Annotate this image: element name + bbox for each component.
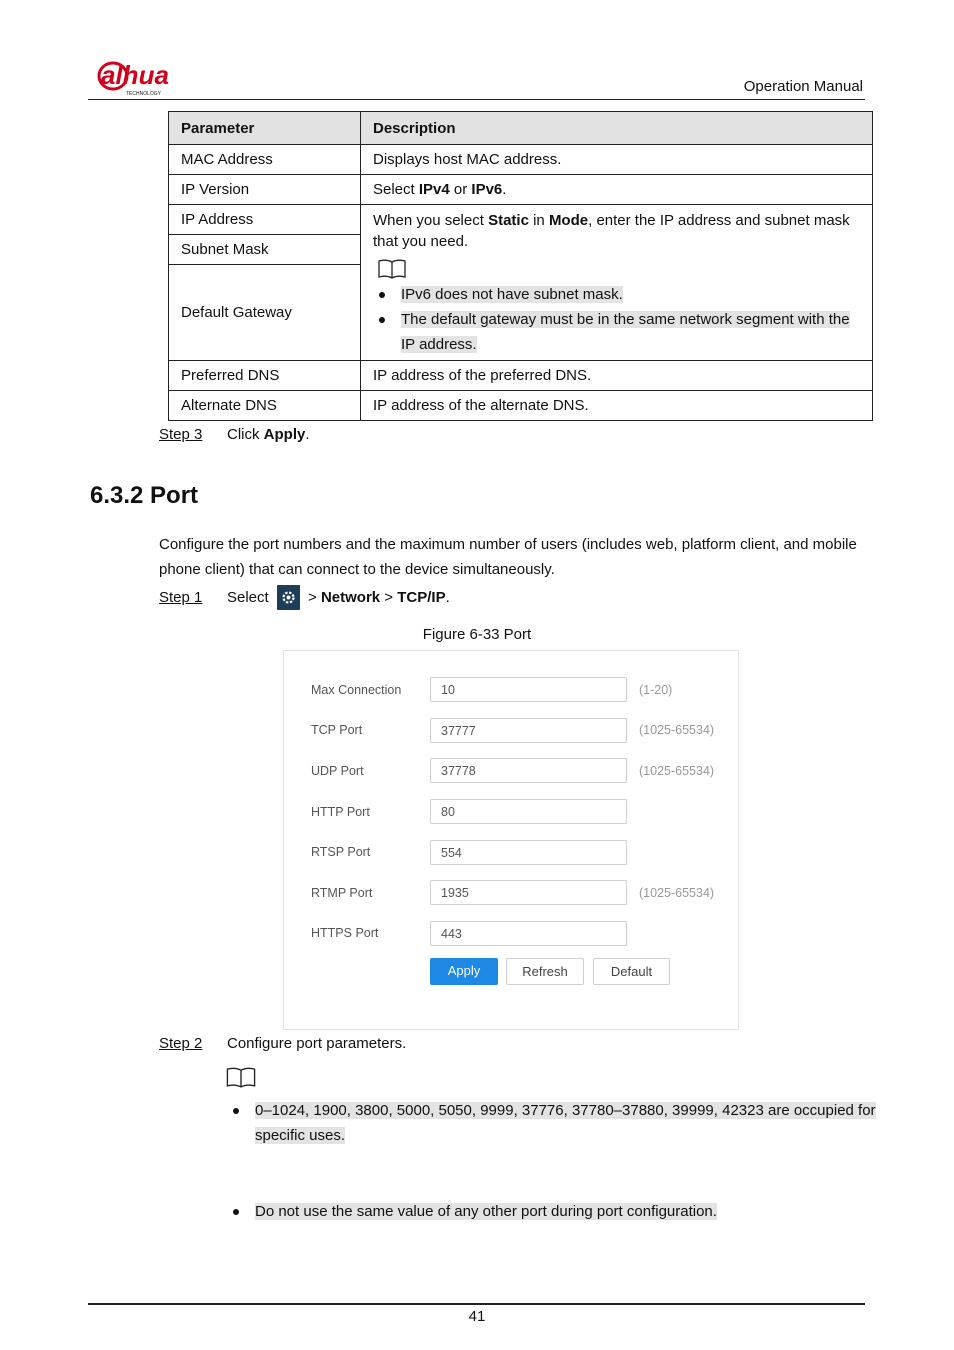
desc-cell: Displays host MAC address. bbox=[361, 145, 873, 175]
book-note-icon bbox=[225, 1066, 257, 1089]
tcp-port-label: TCP Port bbox=[311, 723, 363, 737]
intro-paragraph: Configure the port numbers and the maximum number of users (includes web, platform client, and mobile phone client) that can connect to the device simultaneously. bbox=[159, 536, 857, 578]
param-cell: Subnet Mask bbox=[169, 235, 361, 265]
step-3-text bbox=[227, 426, 310, 443]
http-port-input[interactable]: 80 bbox=[430, 799, 627, 824]
max-connection-hint: (1-20) bbox=[639, 683, 673, 697]
step-text: . bbox=[445, 589, 450, 606]
port-note-bullet bbox=[227, 1098, 895, 1148]
table-row bbox=[169, 361, 873, 391]
desc-bold: Mode bbox=[548, 212, 589, 229]
default-button[interactable]: Default bbox=[593, 958, 670, 985]
page-number: 41 bbox=[468, 1308, 486, 1325]
note-text: Do not use the same value of any other port during port configuration. bbox=[255, 1203, 717, 1220]
table-row bbox=[169, 205, 873, 235]
step-1-select-text: Select bbox=[227, 589, 269, 606]
rtmp-port-label: RTMP Port bbox=[311, 886, 373, 900]
desc-text: or bbox=[449, 181, 472, 198]
param-cell: Alternate DNS bbox=[169, 391, 361, 421]
note-text: IPv6 does not have subnet mask. bbox=[401, 286, 623, 303]
desc-paragraph bbox=[373, 210, 860, 252]
apply-button[interactable]: Apply bbox=[430, 958, 498, 985]
refresh-button[interactable]: Refresh bbox=[506, 958, 584, 985]
step-1-label: Step 1 bbox=[159, 589, 203, 606]
book-note-icon bbox=[377, 258, 407, 280]
udp-port-label: UDP Port bbox=[311, 764, 364, 778]
max-connection-label: Max Connection bbox=[311, 683, 402, 697]
note-text: The default gateway must be in the same network segment with the IP address. bbox=[401, 311, 850, 353]
rtsp-port-label: RTSP Port bbox=[311, 845, 371, 859]
figure-caption: Figure 6-33 Port bbox=[422, 626, 532, 643]
desc-bold: IPv6 bbox=[471, 181, 503, 198]
desc-cell-ip-settings bbox=[361, 205, 873, 361]
desc-cell: IP address of the alternate DNS. bbox=[361, 391, 873, 421]
https-port-label: HTTPS Port bbox=[311, 926, 379, 940]
path-network: Network bbox=[320, 589, 381, 606]
param-cell: Default Gateway bbox=[169, 265, 361, 361]
param-cell: IP Version bbox=[169, 175, 361, 205]
http-port-label: HTTP Port bbox=[311, 805, 370, 819]
rtsp-port-input[interactable]: 554 bbox=[430, 840, 627, 865]
table-header-description: Description bbox=[361, 112, 873, 145]
desc-text: , enter the IP address and subnet mask that you need. bbox=[373, 212, 850, 250]
path-separator: > bbox=[308, 589, 317, 606]
desc-text: in bbox=[528, 212, 549, 229]
desc-bold: Static bbox=[488, 212, 529, 229]
step-3-label: Step 3 bbox=[159, 426, 203, 443]
desc-cell: IP address of the preferred DNS. bbox=[361, 361, 873, 391]
desc-text: When you select bbox=[373, 212, 489, 229]
udp-port-hint: (1025-65534) bbox=[639, 764, 715, 778]
table-row bbox=[169, 391, 873, 421]
parameter-table bbox=[168, 111, 873, 421]
note-bullet bbox=[373, 307, 860, 357]
path-separator: > bbox=[384, 589, 394, 606]
step-bold: Apply bbox=[263, 426, 306, 443]
desc-text: . bbox=[502, 181, 507, 198]
udp-port-input[interactable]: 37778 bbox=[430, 758, 627, 783]
step-text: . bbox=[305, 426, 310, 443]
port-note-bullet bbox=[227, 1199, 895, 1224]
logo-subtext: TECHNOLOGY bbox=[126, 91, 162, 97]
path-tcpip: TCP/IP bbox=[397, 589, 446, 606]
port-settings-panel bbox=[283, 650, 739, 1030]
table-row bbox=[169, 175, 873, 205]
note-bullet bbox=[373, 282, 860, 307]
settings-gear-icon bbox=[277, 585, 300, 610]
footer-divider bbox=[88, 1303, 865, 1305]
step-2-text: Configure port parameters. bbox=[227, 1035, 407, 1052]
section-title: 6.3.2 Port bbox=[90, 482, 199, 509]
desc-cell bbox=[361, 175, 873, 205]
table-header-parameter: Parameter bbox=[169, 112, 361, 145]
tcp-port-hint: (1025-65534) bbox=[639, 723, 715, 737]
manual-title: Operation Manual bbox=[743, 78, 863, 95]
rtmp-port-hint: (1025-65534) bbox=[639, 886, 715, 900]
desc-text: Select bbox=[373, 181, 419, 198]
step-text: Click bbox=[227, 426, 264, 443]
dahua-logo bbox=[96, 58, 206, 98]
step-1-path bbox=[308, 589, 450, 606]
tcp-port-input[interactable]: 37777 bbox=[430, 718, 627, 743]
note-text: 0–1024, 1900, 3800, 5000, 5050, 9999, 37776, 37780–37880, 39999, 42323 are occupied for specific uses. bbox=[255, 1102, 876, 1144]
header-divider bbox=[88, 99, 865, 100]
param-cell: Preferred DNS bbox=[169, 361, 361, 391]
https-port-input[interactable]: 443 bbox=[430, 921, 627, 946]
param-cell: MAC Address bbox=[169, 145, 361, 175]
desc-bold: IPv4 bbox=[418, 181, 450, 198]
table-row bbox=[169, 145, 873, 175]
max-connection-input[interactable]: 10 bbox=[430, 677, 627, 702]
param-cell: IP Address bbox=[169, 205, 361, 235]
logo-text: alhua bbox=[101, 60, 169, 90]
step-2-label: Step 2 bbox=[159, 1035, 203, 1052]
rtmp-port-input[interactable]: 1935 bbox=[430, 880, 627, 905]
